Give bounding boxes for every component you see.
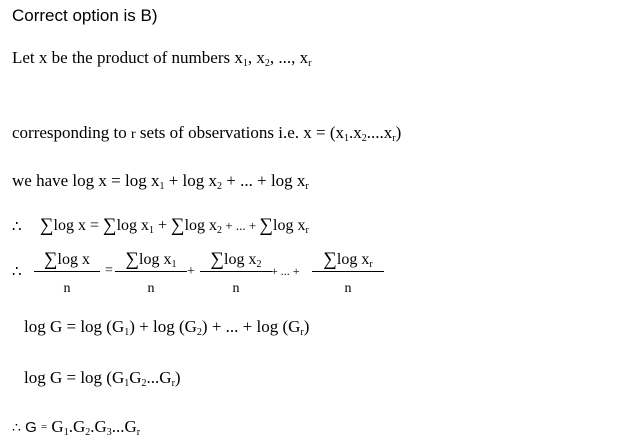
text: log G = log (G <box>24 368 125 387</box>
sum-equation <box>12 214 309 236</box>
text: log x <box>139 251 172 268</box>
sigma-symbol: ∑ <box>259 215 274 236</box>
text: log x <box>224 251 257 268</box>
subscript: r <box>308 58 312 69</box>
equals-sign: = <box>40 421 48 433</box>
subscript: 1 <box>171 259 177 270</box>
subscript: r <box>300 327 304 338</box>
sigma-symbol: ∑ <box>210 249 225 270</box>
text: G <box>47 417 64 436</box>
log-equation <box>12 171 309 191</box>
text: ...G <box>146 368 172 387</box>
intro-text: , ..., x <box>269 48 309 67</box>
sigma-symbol: ∑ <box>44 249 58 270</box>
text: G <box>129 368 142 387</box>
subscript: 2 <box>361 133 367 144</box>
ellipsis-plus: + ... + <box>271 264 300 278</box>
equals-sign: = <box>105 263 113 278</box>
subscript: 1 <box>344 133 350 144</box>
numerator <box>115 248 187 272</box>
text: ....x <box>366 123 393 142</box>
plus-sign: + <box>187 264 195 279</box>
sigma-symbol: ∑ <box>40 215 54 236</box>
text: log x <box>336 251 370 268</box>
subscript: 2 <box>217 225 223 236</box>
text: log x = <box>53 217 104 234</box>
subscript: 1 <box>159 181 165 192</box>
text: .G <box>68 417 86 436</box>
numerator <box>34 248 100 272</box>
text: ) <box>174 368 181 387</box>
numerator <box>200 248 272 272</box>
subscript: 3 <box>106 427 112 438</box>
text: ...G <box>111 417 137 436</box>
text: ) + ... + log (G <box>201 317 301 336</box>
subscript: 1 <box>124 378 130 389</box>
text: ) + log (G <box>129 317 197 336</box>
text: + log x <box>164 171 218 190</box>
subscript: 2 <box>264 58 270 69</box>
fraction <box>115 248 187 297</box>
subscript: 1 <box>124 327 130 338</box>
subscript: r <box>136 427 141 438</box>
text: + ... + log x <box>222 171 306 190</box>
subscript: r <box>369 259 373 270</box>
text: log x <box>116 217 150 234</box>
subscript: 2 <box>217 181 223 192</box>
text: log x <box>273 217 306 234</box>
corresponding-line <box>12 123 401 143</box>
text: ) <box>303 317 310 336</box>
answer-heading <box>12 6 158 26</box>
subscript: r <box>305 181 309 192</box>
denominator: n <box>63 281 71 296</box>
numerator <box>312 248 384 272</box>
fraction <box>34 248 100 297</box>
text: log x <box>184 217 218 234</box>
text: log x <box>57 251 90 268</box>
intro-text: , x <box>247 48 265 67</box>
subscript: r <box>392 133 396 144</box>
text: sets of observations i.e. x = (x <box>135 123 345 142</box>
text: + ... + <box>222 218 260 233</box>
sigma-symbol: ∑ <box>171 215 185 236</box>
subscript: 1 <box>149 225 155 236</box>
intro-line <box>12 48 311 68</box>
denominator: n <box>147 281 155 296</box>
subscript: r <box>305 225 309 236</box>
subscript: 2 <box>141 378 147 389</box>
fraction <box>312 248 384 297</box>
therefore-symbol: ∴ <box>12 421 21 436</box>
therefore-symbol: ∴ <box>12 219 22 235</box>
text: r <box>130 127 136 142</box>
intro-text: Let x be the product of numbers x <box>12 48 243 67</box>
sigma-symbol: ∑ <box>323 249 337 270</box>
subscript: 1 <box>63 427 69 438</box>
fraction <box>200 248 272 297</box>
g-equation-2 <box>24 368 181 388</box>
text: log G = log (G <box>24 317 125 336</box>
text: .G <box>90 417 107 436</box>
denominator: n <box>232 281 240 296</box>
sigma-symbol: ∑ <box>103 215 117 236</box>
denominator: n <box>344 281 352 296</box>
subscript: 2 <box>85 427 91 438</box>
g-equation-1 <box>24 317 309 337</box>
subscript: r <box>171 378 175 389</box>
g-final <box>12 417 140 437</box>
text: G <box>20 419 41 436</box>
sigma-symbol: ∑ <box>125 249 140 270</box>
text: ) <box>395 123 402 142</box>
text: we have log x = log x <box>12 171 160 190</box>
subscript: 2 <box>256 259 262 270</box>
answer-text: Correct option is B) <box>12 6 158 25</box>
text: + <box>154 217 172 234</box>
subscript: 2 <box>196 327 202 338</box>
therefore-symbol: ∴ <box>12 264 22 280</box>
text: .x <box>349 123 362 142</box>
text: corresponding to <box>12 123 131 142</box>
subscript: 1 <box>242 58 248 69</box>
